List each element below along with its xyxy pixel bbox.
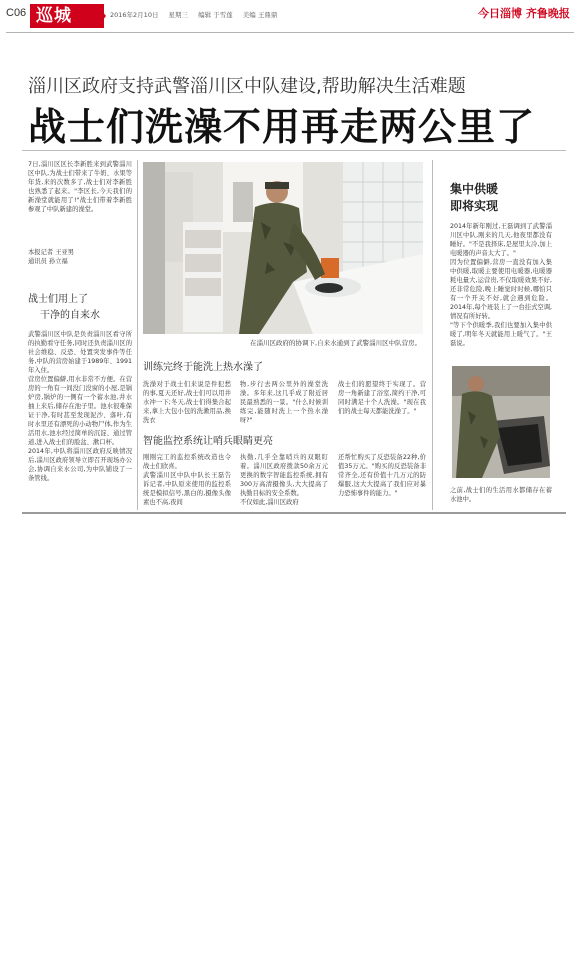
section2-col3: 战士们的愿望终于实现了。营房一角新建了浴室,简约干净,可同时满足十个人洗澡。"现在我们的战士每天都能洗澡了。" — [338, 381, 426, 415]
section3-col2: 执勤,几乎全靠哨兵的双眼盯着。淄川区政府拨款50余万元更换的数字智能监控系统,拥有300万高清摄像头,大大提高了执勤目标的安全系数。 不仅如此,淄川区政府 — [240, 454, 328, 506]
section3-col1: 刚刚完工的监控系统改造也令战士们欣喜。 武警淄川区中队中队长王磊告诉记者,中队原来使用的监控系统是模拟信号,黑白的,摄像头像素也不高,夜间 — [143, 454, 231, 506]
section1-title-line2: 干净的自来水 — [40, 310, 100, 321]
section3-col3: 还帮忙购买了反恐装备22种,价值35万元。"购买的反恐装备非常齐全,还有价值十几万元的防爆服,这大大提高了我们应对暴力恐怖事件的能力。" — [338, 454, 426, 497]
column-divider — [432, 160, 433, 510]
sidebar-title-line2: 即将实现 — [450, 199, 499, 213]
article-headline: 战士们洗澡不用再走两公里了 — [28, 105, 536, 149]
sidebar-title-line1: 集中供暖 — [450, 182, 499, 196]
issue-meta — [110, 10, 285, 19]
section-arrow-icon — [98, 6, 106, 26]
section2-col1: 洗澡对于战士们来说是件犯愁的事,夏天还好,战士们可以用井水冲一下;冬天,战士们得集合起来,拿上大包小包的洗漱用品,换洗衣 — [143, 381, 231, 424]
sidebar-photo-caption: 之前,战士们的生活用水都储存在蓄水池中。 — [450, 487, 552, 503]
byline-correspondent: 通讯员 孙立福 — [28, 258, 68, 265]
page-number: C06 — [6, 7, 27, 19]
section2-title: 训练完终于能洗上热水澡了 — [143, 362, 263, 373]
header-divider — [6, 32, 574, 33]
article-kicker: 淄川区政府支持武警淄川区中队建设,帮助解决生活难题 — [28, 76, 466, 97]
newspaper-logo: 今日淄博 齐鲁晚报 — [478, 7, 570, 20]
headline-divider — [22, 150, 566, 151]
section1-title-line1: 战士们用上了 — [28, 294, 88, 305]
page-header — [0, 0, 580, 32]
column-divider — [137, 160, 138, 510]
page-bottom-rule — [22, 512, 566, 514]
sidebar-photo — [452, 366, 550, 478]
article-photo-main — [143, 162, 423, 334]
editor: 编辑 于雪莲 — [198, 11, 233, 19]
main-photo-caption: 在淄川区政府的协调下,自来水通到了武警淄川区中队营房。 — [250, 339, 422, 347]
sidebar-body: 2014年新年刚过,王磊调到了武警淄川区中队,刚来的几天,他夜里都没有睡好。"不是我择床,是屋里太冷,加上电暖器的声音太大了。" 因为位置偏僻,营房一直没有加入集中供暖,取暖主要使用电暖器,电暖器耗电量大,运营贵,不仅取暖效果不好,还非常危险,晚上睡觉时时候,哪怕只有一个开关不好,就会遇到危险。2014年,每个班装上了一台挂式空调,情况有所好转。 "等下个供暖季,我们也要加入集中供暖了,明年冬天就能用上暖气了。"王磊说。 — [450, 223, 552, 347]
washroom-photo-illustration — [143, 162, 423, 334]
section1-body: 武警淄川区中队是负责淄川区看守所的执勤看守任务,同时还负责淄川区的社会维稳、反恐、处置突发事件等任务,中队的营房始建于1989年、1991年入住。 营房位置偏僻,用水非常不方便。在营房的一角有一间没门没窗的小屋,是锅炉房,锅炉的一侧有一个蓄水池,井水抽上来后,储存在池子里。池水很难保证干净,有时甚至发现泥沙、落叶,有时水里还有漂死的小动物尸体,作为生活用水,池水经过简单的沉淀、通过管道,进入战士们的脸盆、漱口杯。 2014年,中队将淄川区政府反映情况后,淄川区政府领导立即召开现场办公会,协调自来水公司,为中队铺设了一条管线。 — [28, 331, 132, 482]
byline-reporter: 本报记者 王亚男 — [28, 249, 75, 256]
issue-date: 2016年2月10日 — [110, 11, 159, 19]
water-tank-photo-illustration — [452, 366, 550, 478]
issue-weekday: 星期三 — [168, 11, 189, 19]
article-lead: 7日,淄川区区长李新胜来到武警淄川区中队,为战士们带来了牛奶、水果等年货,来的次数多了,战士们对李新胜也熟悉了起来。"李区长,今天我们的新澡堂就能用了!"战士们带着李新胜参观了中队新建的澡堂。 — [28, 161, 132, 213]
section3-title: 智能监控系统让哨兵眼睛更亮 — [143, 436, 273, 447]
section2-col2: 物,步行去两公里外的澡堂洗澡。多年来,这几乎成了附近居民最熟悉的一景。"什么时候训练完,能随时洗上一个热水澡呀?" — [240, 381, 328, 424]
art-editor: 美编 王鼎鼎 — [242, 11, 278, 19]
section-label: 巡城 — [30, 4, 104, 28]
